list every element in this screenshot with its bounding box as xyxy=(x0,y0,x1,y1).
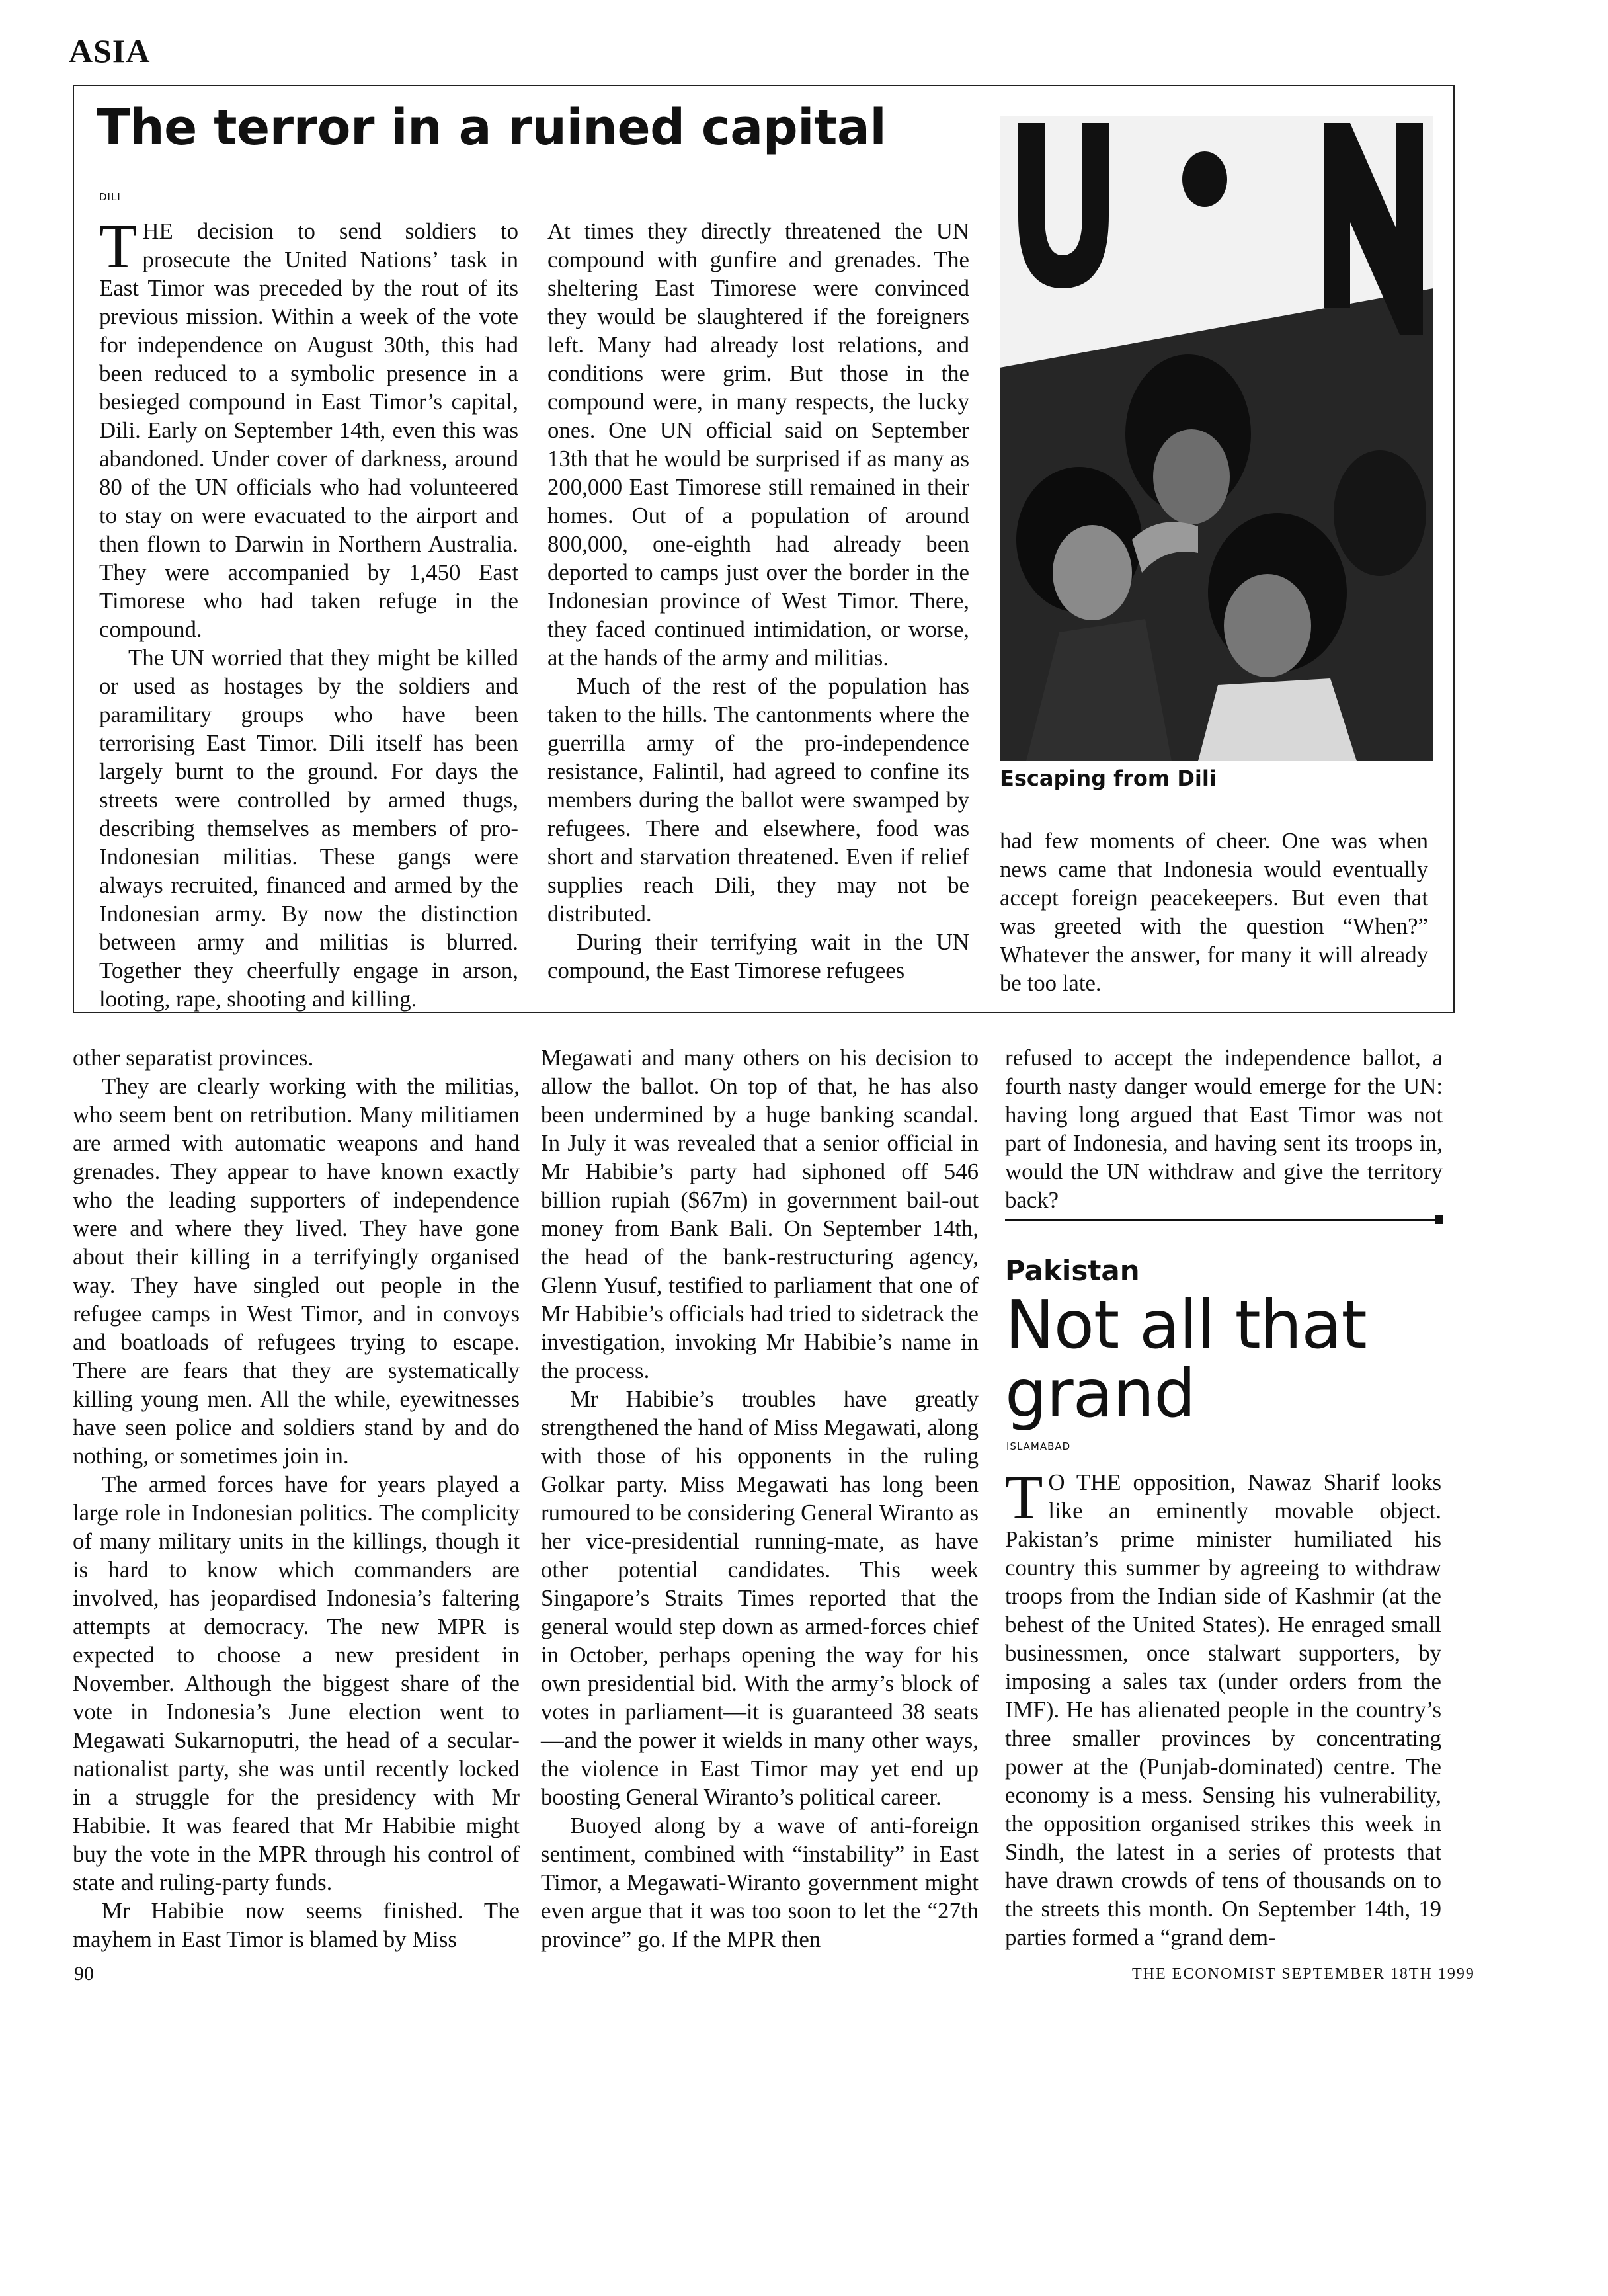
article-headline: Not all that grand xyxy=(1005,1286,1367,1432)
article-headline: The terror in a ruined capital xyxy=(97,99,887,156)
article-column-2 xyxy=(547,217,969,985)
article-column-3 xyxy=(1000,827,1428,997)
paragraph: refused to accept the independence ballot, a fourth nasty danger would emerge for the UN: having long argued that East Timor was not part of Indonesia, and having sent its troops in, would the UN withdraw and give the territory back? xyxy=(1005,1045,1443,1213)
page-number: 90 xyxy=(74,1963,94,1985)
paragraph: Much of the rest of the population has taken to the hills. The cantonments where the guerrilla army of the pro-independence resistance, Falintil, had agreed to confine its members during the ballot were swamped by refugees. There and elsewhere, food was short and starvation threatened. Even if relief supplies reach Dili, they may not be distributed. xyxy=(547,673,969,926)
article-dateline: ISLAMABAD xyxy=(1006,1440,1071,1452)
paragraph: During their terrifying wait in the UN compound, the East Timorese refugees xyxy=(547,929,969,983)
paragraph: The UN worried that they might be killed or used as hostages by the soldiers and paramilitary groups who have been terrorising East Timor. Dili itself has been largely burnt to the ground. For days the streets were controlled by armed thugs, describing themselves as members of pro-Indonesian militias. These gangs were always recruited, financed and armed by the Indonesian army. By now the distinction between army and militias is blurred. Together they cheerfully engage in arson, looting, rape, shooting and killing. xyxy=(99,645,518,1012)
continued-column-1 xyxy=(73,1044,520,1953)
paragraph: Mr Habibie’s troubles have greatly strengthened the hand of Miss Megawati, along with those of his opponents in the ruling Golkar party. Miss Megawati has long been rumoured to be considering General Wiranto as her vice-presidential running-mate, as have other potential candidates. This week Singapore’s Straits Times reported that the general would step down as armed-forces chief in October, perhaps opening the way for his own presidential bid. With the army’s block of votes in parliament—it is guaranteed 38 seats—and the power it wields in many other ways, the violence in East Timor may yet end up boosting General Wiranto’s political career. xyxy=(541,1386,979,1810)
paragraph: The armed forces have for years played a large role in Indonesian politics. The complicity of many military units in the killings, though it is hard to know which commanders are involved, has jeopardised Indonesia’s faltering attempts at democracy. The new MPR is expected to choose a new president in November. Although the biggest share of the vote in Indonesia’s June election went to Megawati Sukarnoputri, the head of a secular-nationalist party, she was until recently locked in a struggle for the presidency with Mr Habibie. It was feared that Mr Habibie might buy the vote in the MPR through his control of state and ruling-party funds. xyxy=(73,1471,520,1895)
paragraph: Mr Habibie now seems finished. The mayhem in East Timor is blamed by Miss xyxy=(73,1898,520,1952)
paragraph: They are clearly working with the militias, who seem bent on retribution. Many militiamen are armed with automatic weapons and hand grenades. They appear to have known exactly who the leading supporters of independence were and where they lived. They have gone about their killing in a terrifyingly organised way. They have singled out people in the refugee camps in West Timor, and in convoys and boatloads of refugees trying to escape. There are fears that they are systematically killing young men. All the while, eyewitnesses have seen police and soldiers stand by and do nothing, or sometimes join in. xyxy=(73,1073,520,1469)
article-body xyxy=(1005,1463,1441,1951)
continued-column-3 xyxy=(1005,1044,1443,1214)
paragraph: other separatist provinces. xyxy=(73,1045,314,1071)
paragraph: TO THE opposition, Nawaz Sharif looks like an eminently movable object. Pakistan’s prime minister humiliated his country this summer by agreeing to withdraw troops from the Indian side of Kashmir (at the behest of the United States). He enraged small businessmen, once stalwart supporters, by imposing a sales tax (under orders from the IMF). He has alienated people in the country’s three smaller provinces by concentrating power at the (Punjab-dominated) centre. The economy is a mess. Sensing his vulnerability, the opposition organised strikes this week in Sindh, the latest in a series of protests that have drawn crowds of tens of thousands on to the streets this month. On September 14th, 19 parties formed a “grand dem- xyxy=(1005,1463,1441,1950)
paragraph: At times they directly threatened the UN compound with gunfire and grenades. The sheltering East Timorese were convinced they would be slaughtered if the foreigners left. Many had already lost relations, and conditions were grim. But those in the compound were, in many respects, the lucky ones. One UN official said on September 13th that he would be surprised if as many as 200,000 East Timorese still remained in their homes. Out of a population of around 800,000, one-eighth had already been deported to camps just over the border in the Indonesian province of West Timor. There, they faced continued intimidation, or worse, at the hands of the army and militias. xyxy=(547,218,969,671)
article-dateline: DILI xyxy=(99,191,121,203)
paragraph: THE decision to send soldiers to prosecute the United Nations’ task in East Timor was preceded by the rout of its previous mission. Within a week of the vote for independence on August 30th, this had been reduced to a symbolic presence in a besieged compound in East Timor’s capital, Dili. Early on September 14th, even this was abandoned. Under cover of darkness, around 80 of the UN officials who had volunteered to stay on were evacuated to the airport and then flown to Darwin in Northern Australia. They were accompanied by 1,450 East Timorese who had taken refuge in the compound. xyxy=(99,212,518,642)
photo-caption: Escaping from Dili xyxy=(1000,766,1217,791)
paragraph: Buoyed along by a wave of anti-foreign sentiment, combined with “instability” in East Timor, a Megawati-Wiranto government might even argue that it was too soon to let the “27th province” go. If the MPR then xyxy=(541,1813,979,1952)
news-photo xyxy=(1000,116,1433,761)
paragraph: Megawati and many others on his decision to allow the ballot. On top of that, he has also been undermined by a huge banking scandal. In July it was revealed that a senior official in Mr Habibie’s party had siphoned off 546 billion rupiah ($67m) in government bail-out money from Bank Bali. On September 14th, the head of the bank-restructuring agency, Glenn Yusuf, testified to parliament that one of Mr Habibie’s officials had tried to sidetrack the investigation, invoking Mr Habibie’s name in the process. xyxy=(541,1045,979,1383)
photo-sign-text: U • N xyxy=(1180,225,1253,255)
continued-column-2 xyxy=(541,1044,979,1953)
article-column-1 xyxy=(99,212,518,1013)
photo-illustration xyxy=(1000,116,1433,761)
end-of-article-rule xyxy=(1005,1219,1441,1221)
running-footer: THE ECONOMIST SEPTEMBER 18TH 1999 xyxy=(1132,1965,1475,1983)
section-heading: ASIA xyxy=(69,32,151,69)
article-kicker: Pakistan xyxy=(1005,1254,1140,1287)
paragraph: had few moments of cheer. One was when news came that Indonesia would eventually accept foreign peacekeepers. But even that was greeted with the question “When?” Whatever the answer, for many it will already be too late. xyxy=(1000,828,1428,996)
